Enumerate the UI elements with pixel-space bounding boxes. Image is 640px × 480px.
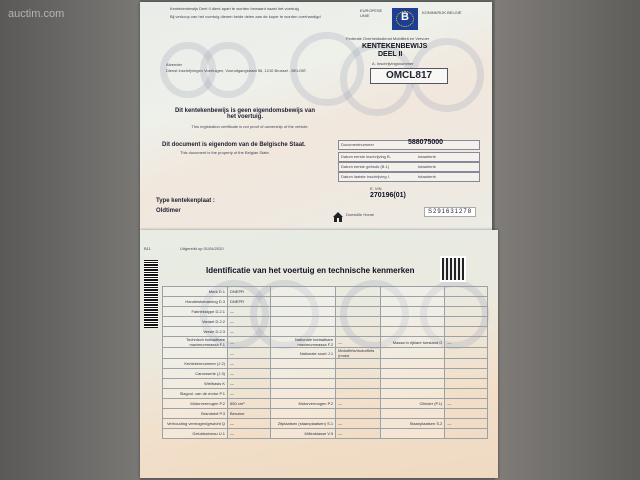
row-right-label: Cilinder (P.1): [380, 399, 445, 409]
row-label: Brandstof P.3: [163, 409, 228, 419]
row-mid-label: Motorvermogen P.2: [271, 399, 336, 409]
technical-details-page: [140, 230, 498, 478]
row-label: Handelsbenaming D.3: [163, 297, 228, 307]
row-mid-label: Nationale soort J.1: [271, 348, 336, 359]
document-title: KENTEKENBEWIJS: [362, 43, 428, 50]
row-value: —: [228, 348, 271, 359]
row-label: Verhouding vermogen/gewicht Q: [163, 419, 228, 429]
address-label: Afzender: [166, 62, 183, 67]
row-right-label: [380, 379, 445, 389]
row-right-label: [380, 369, 445, 379]
row-label: Fabriekstype D.2.1: [163, 307, 228, 317]
date-row-label: Datum eerste inschrijving B.: [341, 154, 391, 159]
property-notice-en: This document is the property of the Belgian State.: [180, 150, 270, 155]
row-right-label: [380, 429, 445, 439]
row-right-value: —: [445, 399, 488, 409]
row-right-value: —: [445, 337, 488, 348]
table-row: [163, 337, 488, 348]
row-label: Merk D.1: [163, 287, 228, 297]
table-row: [163, 348, 488, 359]
row-label: Variant D.2.2: [163, 317, 228, 327]
row-mid-value: —: [336, 419, 381, 429]
row-mid-label: [271, 297, 336, 307]
row-mid-value: [336, 409, 381, 419]
row-mid-label: [271, 369, 336, 379]
row-mid-value: [336, 307, 381, 317]
row-right-value: [445, 297, 488, 307]
row-mid-label: Nationale toelaatbare maximummassa F.2: [271, 337, 336, 348]
table-row: [163, 409, 488, 419]
home-label: Domicilie Home: [346, 212, 375, 217]
row-right-label: Massa in rijklare toestand G: [380, 337, 445, 348]
row-right-value: [445, 317, 488, 327]
ownership-notice: Dit kentekenbewijs is geen eigendomsbewijs van het voertuig.: [174, 108, 316, 120]
row-mid-value: [336, 359, 381, 369]
row-mid-value: [336, 297, 381, 307]
row-right-value: [445, 389, 488, 399]
table-row: [163, 389, 488, 399]
plate-type-label: Type kentekenplaat :: [156, 198, 215, 204]
row-mid-label: Milieuklasse V.9: [271, 429, 336, 439]
row-mid-value: [336, 369, 381, 379]
row-value: Benzine: [228, 409, 271, 419]
row-right-label: [380, 297, 445, 307]
row-mid-label: Zitplaatsen (staanplaatsen) S.1: [271, 419, 336, 429]
background-left: [0, 0, 140, 480]
row-label: Kentekennummer (J.2): [163, 359, 228, 369]
qr-code-icon: [442, 258, 464, 280]
document-part: DEEL II: [378, 51, 403, 58]
date-row-value: totaalrenb: [418, 154, 436, 159]
row-mid-value: [336, 389, 381, 399]
row-mid-label: [271, 379, 336, 389]
row-mid-value: —: [336, 429, 381, 439]
table-row: [163, 429, 488, 439]
date-row-label: Datum laatste inschrijving I.: [341, 174, 390, 179]
doc-number: 588075000: [408, 139, 444, 146]
serial-number: S291631278: [424, 207, 476, 217]
row-right-label: [380, 307, 445, 317]
header-line1: Kentekenbewijs Deel II dient apart te worden bewaard naast het voertuig: [170, 6, 299, 11]
row-mid-value: [336, 327, 381, 337]
property-notice: Dit document is eigendom van de Belgische Staat.: [162, 142, 306, 148]
row-mid-label: [271, 359, 336, 369]
row-value: —: [228, 307, 271, 317]
row-right-label: [380, 287, 445, 297]
vin: 270196(01): [370, 192, 406, 199]
row-right-value: [445, 359, 488, 369]
row-mid-label: [271, 409, 336, 419]
section-heading: Identificatie van het voertuig en technische kenmerken: [206, 266, 415, 275]
row-value: —: [228, 327, 271, 337]
table-row: [163, 379, 488, 389]
eu-label: EUROPESE UNIE: [360, 8, 383, 18]
table-row: [163, 307, 488, 317]
row-value: —: [228, 337, 271, 348]
row-right-value: [445, 307, 488, 317]
row-value: —: [228, 369, 271, 379]
row-label: Motorvermogen P.2: [163, 399, 228, 409]
table-row: [163, 297, 488, 307]
row-value: —: [228, 317, 271, 327]
row-value: —: [228, 379, 271, 389]
address: Dienst Inschrijvingen Voertuigen, Vooruitgangstraat 56, 1210 Brussel - BELGIË: [166, 68, 306, 73]
row-right-value: [445, 327, 488, 337]
row-mid-label: [271, 327, 336, 337]
watermark: auctim.com: [8, 8, 65, 20]
home-icon: [332, 210, 344, 222]
row-value: —: [228, 419, 271, 429]
row-mid-value: [336, 379, 381, 389]
row-right-value: [445, 287, 488, 297]
row-label: Technisch toelaatbare maximummassa F.1: [163, 337, 228, 348]
row-right-value: [445, 369, 488, 379]
row-right-label: [380, 317, 445, 327]
row-mid-label: [271, 307, 336, 317]
row-value: 650 cm³: [228, 399, 271, 409]
row-mid-value: —: [336, 399, 381, 409]
row-label: [163, 348, 228, 359]
table-row: [163, 317, 488, 327]
table-row: [163, 287, 488, 297]
table-row: [163, 369, 488, 379]
barcode-icon: [144, 260, 158, 328]
row-label: Wielbasis K: [163, 379, 228, 389]
table-row: [163, 359, 488, 369]
row-right-value: [445, 348, 488, 359]
table-row: [163, 327, 488, 337]
row-mid-value: —: [336, 337, 381, 348]
row-value: —: [228, 429, 271, 439]
date-row-label: Datum eerste gebruik (B.1): [341, 164, 390, 169]
issuer: Federale Overheidsdienst Mobiliteit en Vervoer: [346, 36, 430, 41]
row-label: Slagvol. van de motor P.1: [163, 389, 228, 399]
row-mid-value: Motorfiets/motorfiets (motor: [336, 348, 381, 359]
row-mid-value: [336, 287, 381, 297]
doc-number-label: Documentnummer: [341, 142, 374, 147]
header-line2: Bij verkoop van het voertuig dienen beide delen aan de koper te worden overhandigd: [170, 14, 321, 19]
row-right-value: [445, 379, 488, 389]
row-mid-value: [336, 317, 381, 327]
row-label: Geluidsniveau U.1: [163, 429, 228, 439]
row-mid-label: [271, 287, 336, 297]
row-value: DNEPR: [228, 287, 271, 297]
plate-label: A. Inschrijvingsnummer: [372, 61, 414, 66]
row-right-label: [380, 359, 445, 369]
eu-flag-icon: [392, 8, 418, 30]
plate-number: OMCL817: [370, 68, 448, 84]
background-right: [495, 0, 640, 480]
row-right-label: [380, 409, 445, 419]
row-mid-label: [271, 389, 336, 399]
row-mid-label: [271, 317, 336, 327]
plate-type-value: Oldtimer: [156, 208, 181, 214]
ownership-notice-en: This registration certificate is not proof of ownership of the vehicle.: [191, 124, 309, 129]
row-label: Versie D.2.3: [163, 327, 228, 337]
row-right-value: [445, 409, 488, 419]
table-row: [163, 399, 488, 409]
vin-label: E. VIN: [370, 186, 382, 191]
row-value: —: [228, 389, 271, 399]
registration-certificate-part-ii: [140, 2, 492, 230]
row-right-label: [380, 348, 445, 359]
row-right-value: [445, 429, 488, 439]
table-row: [163, 419, 488, 429]
row-value: —: [228, 359, 271, 369]
row-right-label: [380, 389, 445, 399]
country-letter: B: [401, 11, 409, 23]
row-right-label: [380, 327, 445, 337]
technical-table: [162, 286, 488, 439]
date-row-value: totaalrenb: [418, 174, 436, 179]
date-row-value: totaalrenb: [418, 164, 436, 169]
row-value: DNEPR: [228, 297, 271, 307]
row-right-value: —: [445, 419, 488, 429]
issue-date: Uitgereikt op 01/04/2020: [180, 246, 224, 251]
row-right-label: Staanplaatsen S.2: [380, 419, 445, 429]
kingdom-label: KONINKRIJK BELGIË: [422, 10, 462, 15]
form-code: B11: [144, 246, 151, 251]
row-label: Carrosserie (J.3): [163, 369, 228, 379]
